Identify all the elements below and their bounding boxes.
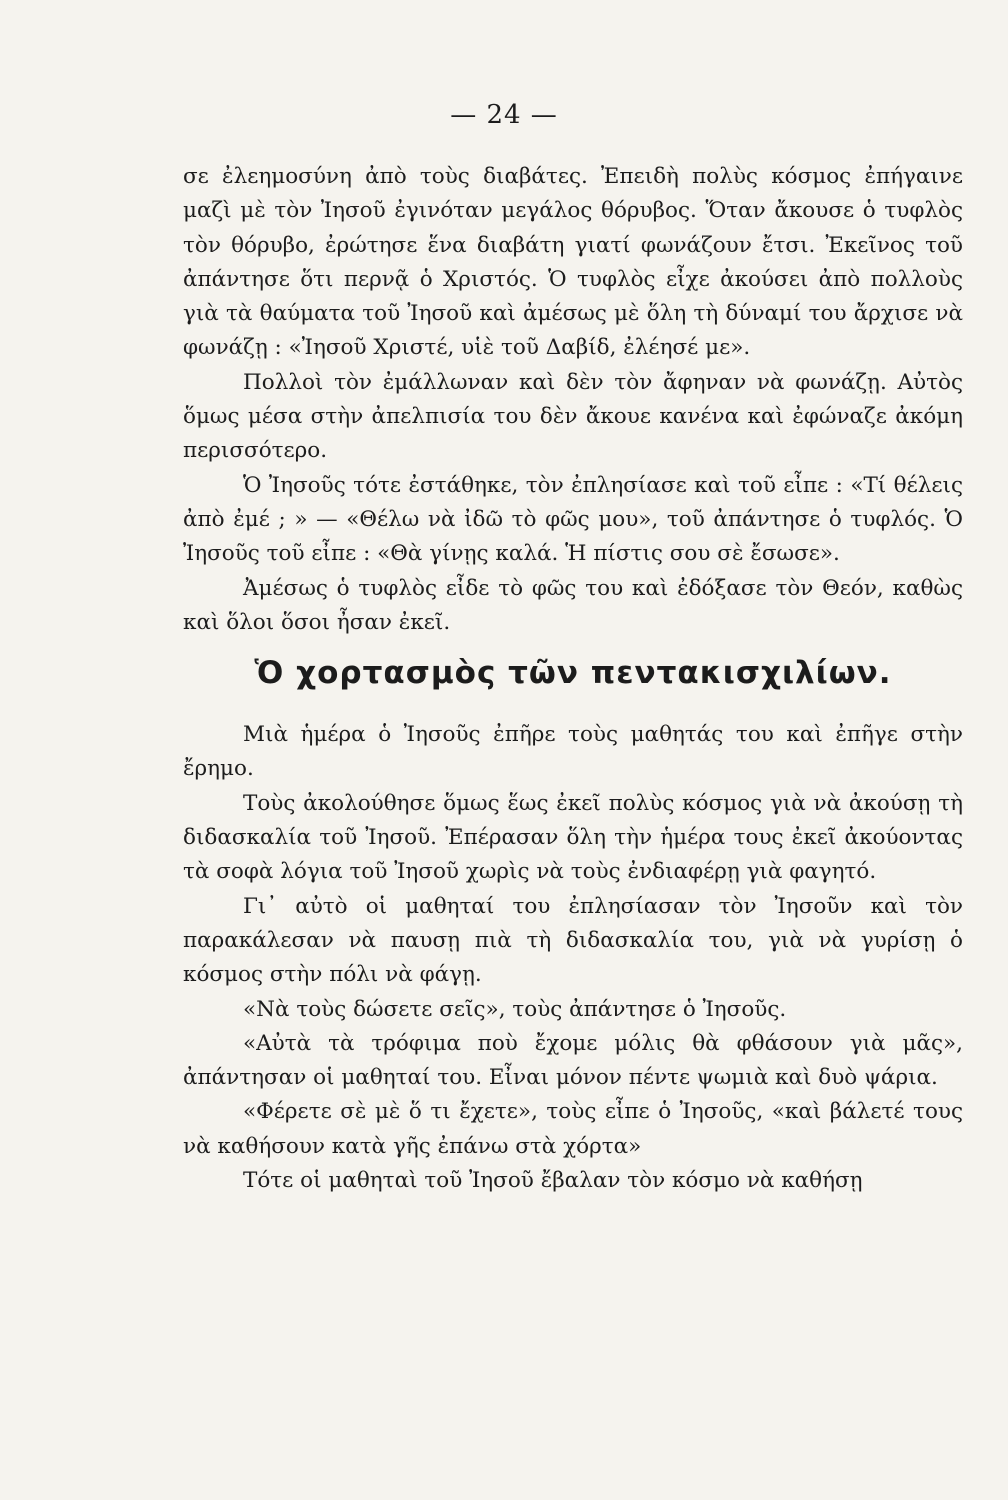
paragraph: Τότε οἱ μαθηταὶ τοῦ Ἰησοῦ ἔβαλαν τὸν κόσμο νὰ καθήσῃ (243, 1168, 863, 1194)
page-number: — 24 — (450, 100, 558, 130)
paragraph: σε ἐλεημοσύνη ἀπὸ τοὺς διαβάτες. Ἐπειδὴ πολὺς κόσμος ἐπήγαινε μαζὶ μὲ τὸν Ἰησοῦ ἐγινόταν μεγάλος θόρυβος. Ὅταν ἄκουσε ὁ τυφλὸς τὸν θόρυβο, ἐρώτησε ἕνα διαβάτη γιατί φωνάζουν ἔτσι. Ἐκεῖνος τοῦ ἀπάντησε ὅτι περνᾷ ὁ Χριστός. Ὁ τυφλὸς εἶχε ἀκούσει ἀπὸ πολλοὺς γιὰ τὰ θαύματα τοῦ Ἰησοῦ καὶ ἀμέσως μὲ ὅλη τὴ δύναμί του ἄρχισε νὰ φωνάζῃ : «Ἰησοῦ Χριστέ, υἱὲ τοῦ Δαβίδ, ἐλέησέ με». (183, 164, 963, 361)
paragraph: Γι᾿ αὐτὸ οἱ μαθηταί του ἐπλησίασαν τὸν Ἰησοῦν καὶ τὸν παρακάλεσαν νὰ παυσῃ πιὰ τὴ διδασκαλία του, γιὰ νὰ γυρίσῃ ὁ κόσμος στὴν πόλι νὰ φάγῃ. (183, 893, 963, 988)
paragraph: «Φέρετε σὲ μὲ ὅ τι ἔχετε», τοὺς εἶπε ὁ Ἰησοῦς, «καὶ βάλετέ τους νὰ καθήσουν κατὰ γῆς ἐπάνω στὰ χόρτα» (183, 1099, 963, 1159)
paragraph: Μιὰ ἡμέρα ὁ Ἰησοῦς ἐπῆρε τοὺς μαθητάς του καὶ ἐπῆγε στὴν ἔρημο. (183, 722, 963, 782)
paragraph: «Νὰ τοὺς δώσετε σεῖς», τοὺς ἀπάντησε ὁ Ἰησοῦς. (243, 996, 787, 1022)
paragraph: «Αὐτὰ τὰ τρόφιμα ποὺ ἔχομε μόλις θὰ φθάσουν γιὰ μᾶς», ἀπάντησαν οἱ μαθηταί του. Εἶναι μόνον πέντε ψωμιὰ καὶ δυὸ ψάρια. (183, 1030, 963, 1091)
paragraph: Ἀμέσως ὁ τυφλὸς εἶδε τὸ φῶς του καὶ ἐδόξασε τὸν Θεόν, καθὼς καὶ ὅλοι ὅσοι ἦσαν ἐκεῖ. (183, 575, 963, 635)
page-body (183, 160, 963, 1198)
paragraph: Τοὺς ἀκολούθησε ὅμως ἕως ἐκεῖ πολὺς κόσμος γιὰ νὰ ἀκούσῃ τὴ διδασκαλία τοῦ Ἰησοῦ. Ἐπέρασαν ὅλη τὴν ἡμέρα τους ἐκεῖ ἀκούοντας τὰ σοφὰ λόγια τοῦ Ἰησοῦ χωρὶς νὰ τοὺς ἐνδιαφέρῃ γιὰ φαγητό. (183, 790, 963, 885)
paragraph: Ὁ Ἰησοῦς τότε ἐστάθηκε, τὸν ἐπλησίασε καὶ τοῦ εἶπε : «Τί θέλεις ἀπὸ ἐμέ ; » — «Θέλω νὰ ἰδῶ τὸ φῶς μου», τοῦ ἀπάντησε ὁ τυφλός. Ὁ Ἰησοῦς τοῦ εἶπε : «Θὰ γίνῃς καλά. Ἡ πίστις σου σὲ ἔσωσε». (183, 472, 963, 567)
paragraph: Πολλοὶ τὸν ἐμάλλωναν καὶ δὲν τὸν ἄφηναν νὰ φωνάζῃ. Αὐτὸς ὅμως μέσα στὴν ἀπελπισία του δὲν ἄκουε κανένα καὶ ἐφώναζε ἀκόμη περισσότερο. (183, 369, 963, 464)
section-heading: Ὁ χορτασμὸς τῶν πεντακισχιλίων. (254, 655, 892, 692)
